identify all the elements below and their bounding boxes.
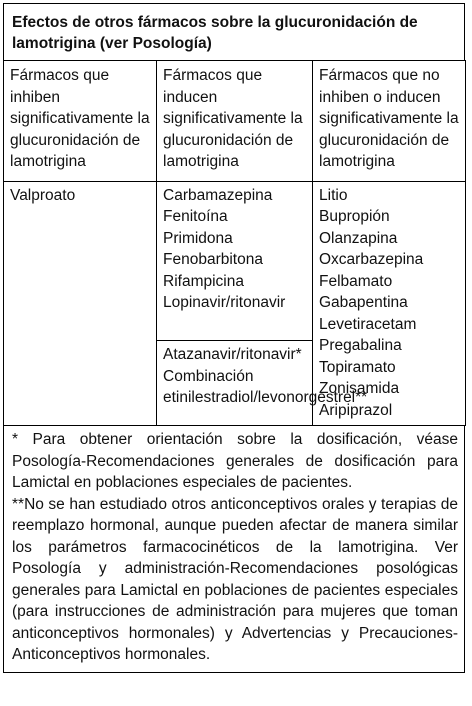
drug-item: Topiramato — [319, 358, 396, 376]
drug-item: Fenobarbitona — [163, 251, 263, 268]
header-inducers: Fármacos que inducen significativamente la glucuronidación de lamotrigina — [157, 61, 313, 182]
drug-item: Olanzapina — [319, 229, 398, 247]
document — [3, 3, 465, 673]
cell-inducers-a — [157, 181, 313, 341]
drug-item: Rifampicina — [163, 272, 244, 290]
drug-item: Aripiprazol — [319, 401, 393, 419]
drug-item: Zonisamida — [319, 380, 400, 397]
drug-item: Gabapentina — [319, 294, 408, 311]
drug-item: Felbamato — [319, 272, 393, 290]
table-row — [4, 181, 466, 341]
drug-item: Litio — [319, 186, 348, 204]
drug-item: Pregabalina — [319, 337, 402, 354]
footnotes — [3, 426, 465, 673]
header-non-affecting: Fármacos que no inhiben o inducen significativamente la glucuronidación de lamotrigina — [313, 61, 466, 182]
header-inhibitors: Fármacos que inhiben significativamente la glucuronidación de lamotrigina — [4, 61, 157, 182]
footnote-1: * Para obtener orientación sobre la dosificación, véase Posología-Recomendaciones generales de dosificación para Lamictal en poblaciones especiales de pacientes. — [12, 431, 458, 491]
cell-inhibitors — [4, 181, 157, 426]
drug-item: Carbamazepina — [163, 186, 273, 204]
drug-item: Fenitoína — [163, 208, 228, 225]
drug-item: Bupropión — [319, 208, 390, 225]
drug-item: Oxcarbazepina — [319, 251, 424, 268]
drug-item: Levetiracetam — [319, 315, 417, 333]
drug-item: Valproato — [10, 186, 76, 204]
drug-item: Atazanavir/ritonavir* — [163, 346, 302, 364]
drug-item: Primidona — [163, 229, 233, 247]
drug-item: Combinación etinilestradiol/levonorgestrel** — [163, 367, 368, 407]
drug-item: Lopinavir/ritonavir — [163, 294, 286, 311]
footnote-2: **No se han estudiado otros anticonceptivos orales y terapias de reemplazo hormonal, aunque pueden afectar de manera similar los parámetros farmacocinéticos de la lamotrigina. Ver Posología y administración-Recomendaciones posológicas generales para Lamictal en poblaciones de pacientes especiales (para instrucciones de administración para mujeres que toman anticonceptivos hormonales) y Advertencias y Precauciones-Anticonceptivos hormonales. — [12, 495, 458, 663]
table-header-row — [4, 61, 466, 182]
table-title: Efectos de otros fármacos sobre la glucuronidación de lamotrigina (ver Posología) — [3, 3, 465, 60]
drug-interaction-table — [3, 60, 466, 426]
